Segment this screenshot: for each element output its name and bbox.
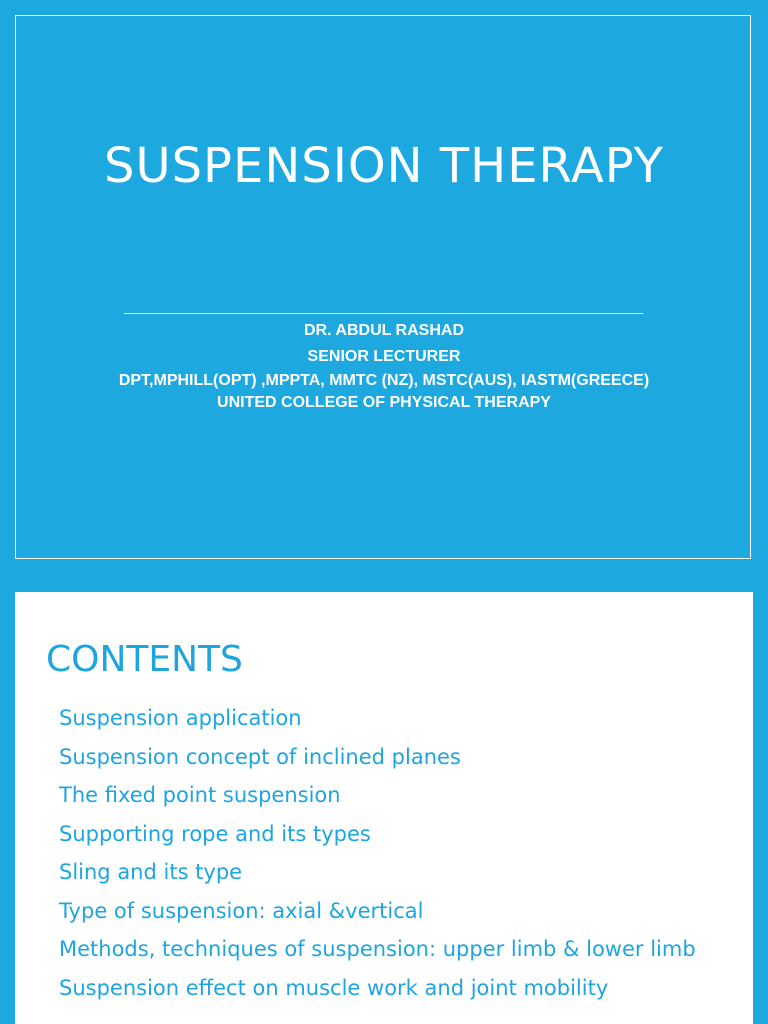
contents-heading: CONTENTS xyxy=(46,639,243,680)
contents-item: The fixed point suspension xyxy=(59,783,341,807)
contents-item: Suspension concept of inclined planes xyxy=(59,744,461,769)
contents-item: Suspension application xyxy=(59,706,302,730)
contents-item: Methods, techniques of suspension: upper limb & lower limb xyxy=(59,937,696,961)
contents-item: Suspension effect on muscle work and joint mobility xyxy=(59,975,609,1000)
author-institution: UNITED COLLEGE OF PHYSICAL THERAPY xyxy=(217,394,551,411)
author-position: SENIOR LECTURER xyxy=(307,348,461,365)
slide-title: SUSPENSION THERAPY xyxy=(103,138,664,194)
contents-item: Supporting rope and its types xyxy=(59,821,371,846)
title-slide-frame xyxy=(15,15,751,559)
title-divider xyxy=(124,313,643,314)
author-name: DR. ABDUL RASHAD xyxy=(304,322,464,339)
contents-list xyxy=(59,704,709,1012)
author-credentials: DPT,MPHILL(OPT) ,MPPTA, MMTC (NZ), MSTC(AUS), IASTM(GREECE) xyxy=(118,372,650,389)
contents-slide xyxy=(15,592,753,1024)
contents-item: Type of suspension: axial &vertical xyxy=(59,898,424,923)
slide-gap xyxy=(0,576,768,592)
contents-item: Sling and its type xyxy=(59,860,243,884)
author-block xyxy=(0,322,768,420)
